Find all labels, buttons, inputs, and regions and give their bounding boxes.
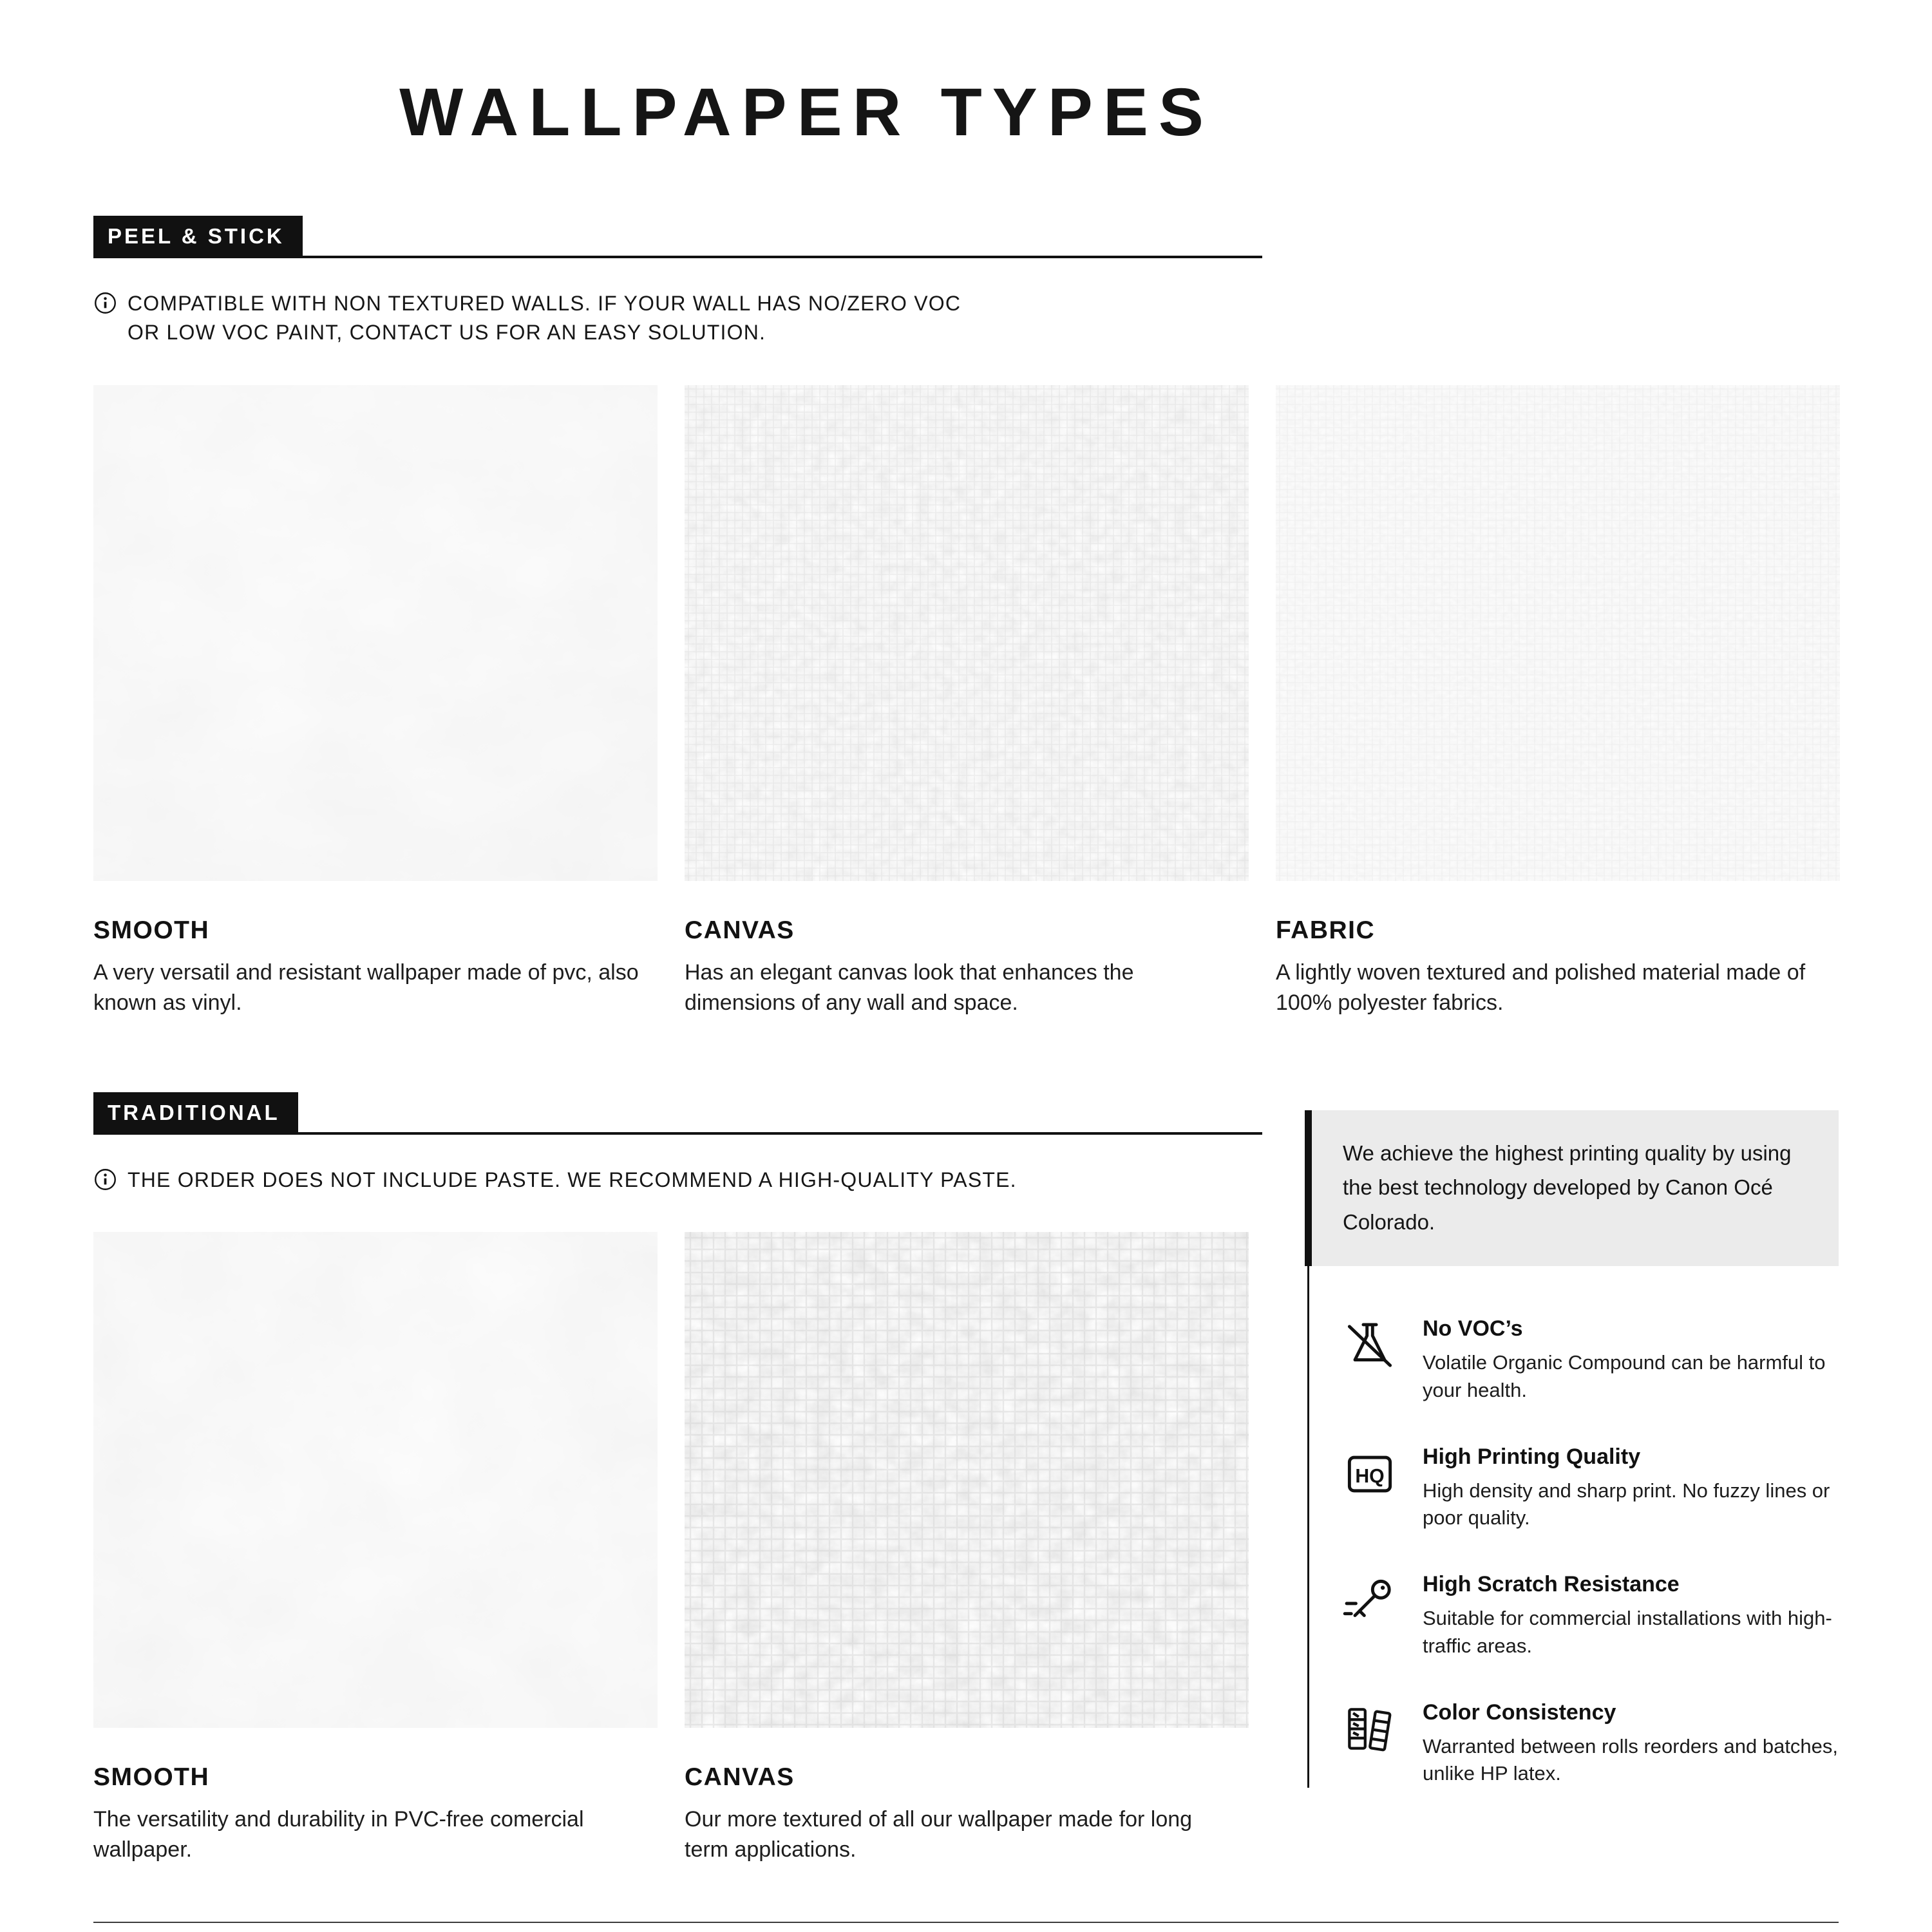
info-icon	[93, 1166, 117, 1191]
traditional-header	[93, 1092, 1262, 1135]
color-consistency-icon	[1340, 1700, 1402, 1759]
no-voc-icon	[1340, 1316, 1402, 1376]
traditional-label: TRADITIONAL	[93, 1092, 298, 1132]
swatch-name: CANVAS	[685, 916, 795, 944]
page-title: WALLPAPER TYPES	[399, 75, 1214, 150]
coarse-canvas-texture-image	[685, 1232, 1249, 1728]
feature-description: Suitable for commercial installations with high-traffic areas.	[1423, 1607, 1832, 1657]
swatch-traditional-smooth	[93, 1232, 658, 1865]
feature-high-printing-quality	[1340, 1444, 1839, 1533]
feature-description: High density and sharp print. No fuzzy lines or poor quality.	[1423, 1479, 1830, 1530]
canvas-texture-image	[685, 385, 1249, 881]
feature-description: Volatile Organic Compound can be harmful to your health.	[1423, 1351, 1826, 1401]
printing-quality-callout: We achieve the highest printing quality by using the best technology developed by Canon Océ Colorado.	[1305, 1110, 1839, 1266]
peel-stick-section	[93, 216, 1839, 1018]
swatch-description: A very versatil and resistant wallpaper made of pvc, also known as vinyl.	[93, 960, 639, 1015]
traditional-note	[93, 1166, 1262, 1195]
peel-stick-header	[93, 216, 1262, 258]
feature-text	[1423, 1444, 1839, 1533]
feature-description: Warranted between rolls reorders and batches, unlike HP latex.	[1423, 1734, 1839, 1785]
swatch-traditional-canvas	[685, 1232, 1249, 1865]
feature-title: No VOC’s	[1423, 1316, 1523, 1341]
swatch-description: Our more textured of all our wallpaper made for long term applications.	[685, 1807, 1193, 1862]
peel-stick-note	[93, 289, 1839, 348]
quality-column	[1307, 1092, 1839, 1865]
peel-stick-label: PEEL & STICK	[93, 216, 303, 256]
feature-title: High Printing Quality	[1423, 1444, 1641, 1469]
traditional-swatch-row	[93, 1232, 1262, 1865]
feature-title: Color Consistency	[1423, 1700, 1616, 1725]
feature-high-scratch-resistance	[1340, 1572, 1839, 1660]
footer-divider	[93, 1922, 1839, 1923]
swatch-name: SMOOTH	[93, 916, 210, 944]
swatch-name: SMOOTH	[93, 1763, 210, 1792]
swatch-description: Has an elegant canvas look that enhances the dimensions of any wall and space.	[685, 960, 1134, 1015]
info-icon	[93, 289, 117, 315]
quality-column-rule	[1307, 1110, 1839, 1788]
traditional-note-text: THE ORDER DOES NOT INCLUDE PASTE. WE RECOMMEND A HIGH-QUALITY PASTE.	[128, 1168, 1017, 1191]
lower-columns	[93, 1092, 1839, 1865]
feature-title: High Scratch Resistance	[1423, 1572, 1680, 1597]
peel-stick-note-text: COMPATIBLE WITH NON TEXTURED WALLS. IF YOUR WALL HAS NO/ZERO VOC OR LOW VOC PAINT, CONTACT US FOR AN EASY SOLUTION.	[128, 292, 961, 345]
smooth-texture-image	[93, 1232, 658, 1728]
swatch-peel-fabric	[1276, 385, 1840, 1018]
smooth-texture-image	[93, 385, 658, 881]
swatch-peel-canvas	[685, 385, 1249, 1018]
swatch-description: A lightly woven textured and polished material made of 100% polyester fabrics.	[1276, 960, 1806, 1015]
swatch-name: FABRIC	[1276, 916, 1376, 944]
feature-text	[1423, 1572, 1839, 1660]
swatch-peel-smooth	[93, 385, 658, 1018]
feature-list	[1309, 1316, 1839, 1788]
feature-color-consistency	[1340, 1700, 1839, 1788]
feature-text	[1423, 1700, 1839, 1788]
hq-icon	[1340, 1444, 1402, 1504]
swatch-description: The versatility and durability in PVC-free comercial wallpaper.	[93, 1807, 584, 1862]
feature-no-voc	[1340, 1316, 1839, 1405]
peel-stick-swatch-row	[93, 385, 1839, 1018]
swatch-name: CANVAS	[685, 1763, 795, 1792]
feature-text	[1423, 1316, 1839, 1405]
svg-text:HQ: HQ	[1355, 1465, 1385, 1487]
traditional-section	[93, 1092, 1262, 1865]
scratch-resistance-icon	[1340, 1572, 1402, 1631]
fabric-texture-image	[1276, 385, 1840, 881]
